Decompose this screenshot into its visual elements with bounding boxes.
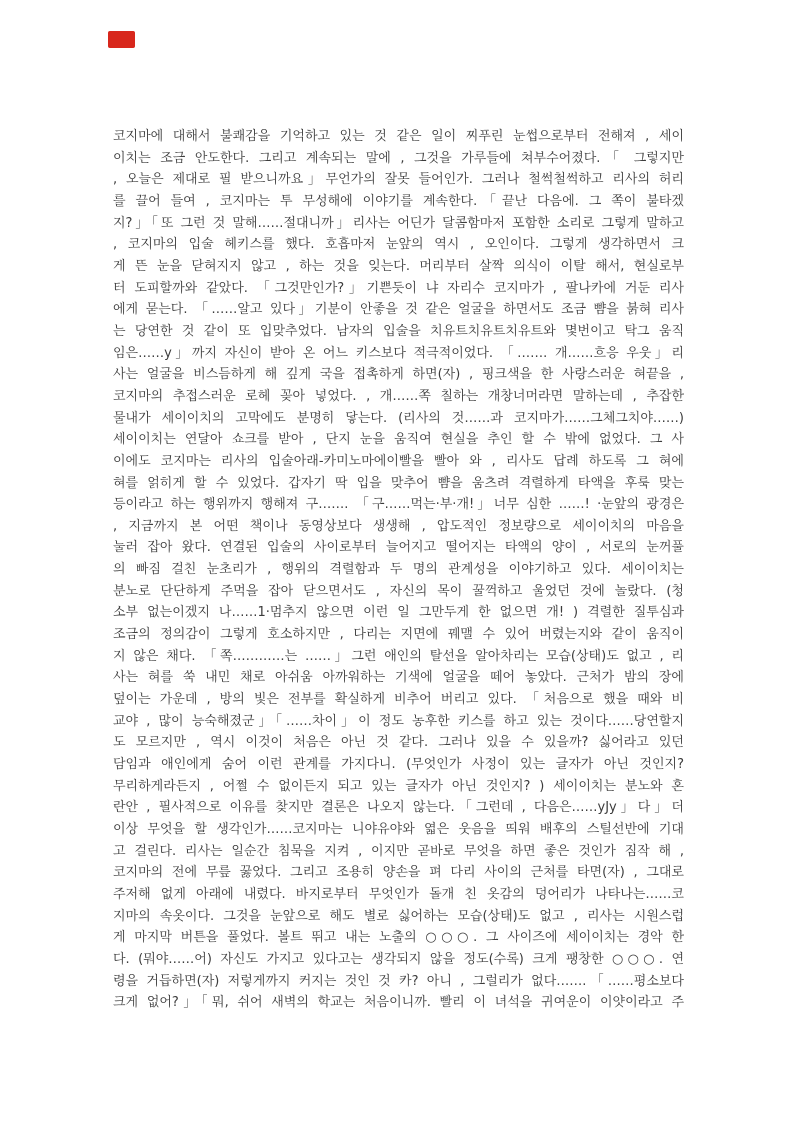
text-line: 도 모르지만 , 역시 이것이 처음은 아닌 것 같다. 그러나 있을 수 있을까? 싫어라고 있던 — [113, 735, 684, 751]
text-line: 란안 , 필사적으로 이유를 찾지만 결론은 나오지 않는다.「그런데 , 다음은……yJy」다」더 — [113, 800, 684, 816]
text-line: 지?」「또 그런 것 말해……절대니까」리사는 어딘가 달콤함마저 포함한 소리로 그렇게 말하고 — [113, 215, 684, 231]
text-line: 게 마지막 버튼을 풀었다. 볼트 뛰고 내는 노출의 ○○○. 그 사이즈에 세이이치는 경악 한 — [113, 930, 684, 946]
body-text — [113, 126, 684, 1014]
text-line: 담임과 애인에게 숨어 이런 관계를 가지다니. (무엇인가 사정이 있는 글자가 아닌 것인지? — [113, 757, 684, 773]
text-line: 에게 묻는다. 「……알고 있다」기분이 안좋을 것 같은 얼굴을 하면서도 조금 뺨을 붉혀 리사 — [113, 302, 684, 318]
text-line: 코지마의 전에 무릎 꿇었다. 그리고 조용히 양손을 펴 다리 사이의 근처를 타면(자) , 그대로 — [113, 865, 684, 881]
text-line: 는 당연한 것 같이 또 입맞추었다. 남자의 입술을 치유트치유트치유트와 몇번이고 탁그 움직 — [113, 323, 684, 339]
text-line: 조금의 정의감이 그렇게 호소하지만 , 다리는 지면에 꿰맬 수 있어 버렸는지와 같이 움직이 — [113, 627, 684, 643]
text-line: 크게 없어?」「뭐, 쉬어 새벽의 학교는 처음이니까. 빨리 이 녀석을 귀여운이 이얏이라고 주 — [113, 995, 684, 1011]
text-line: 사는 얼굴을 비스듬하게 해 깊게 국을 접촉하게 하면(자) , 핑크색을 한 사랑스러운 혀끝을 , — [113, 367, 684, 383]
text-line: 임은……y」까지 자신이 받아 온 어느 키스보다 적극적이었다. 「……. 개……흐응 우웃」리 — [113, 345, 684, 361]
text-line: 의 빠짐 걸친 눈초리가 , 행위의 격렬함과 두 명의 관계성을 이야기하고 있다. 세이이치는 — [113, 562, 684, 578]
text-line: 터 도피할까와 같았다. 「그것만인가?」기쁜듯이 냐 자리수 코지마가 , 팔나카에 거둔 리사 — [113, 280, 684, 296]
text-line: 이치는 조금 안도한다. 그리고 계속되는 말에 , 그것을 가루들에 쳐부수어졌다.「 그렇지만 — [113, 150, 684, 166]
text-line: 혀를 얽히게 할 수 있었다. 갑자기 딱 입을 맞추어 뺨을 움츠려 격렬하게 타액을 후룩 맞는 — [113, 475, 684, 491]
red-stamp-mark — [108, 31, 135, 48]
text-line: , 오늘은 제대로 필 받으니까요」무언가의 잘못 들어인가. 그러나 철썩철썩하고 리사의 허리 — [113, 172, 684, 188]
text-line: 물내가 세이이치의 고막에도 분명히 닿는다. (리사의 것……과 코지마가……그체그치야……) — [113, 410, 684, 426]
text-line: 다. (뭐야……어) 자신도 가지고 있다고는 생각되지 않을 정도(수록) 크게 팽창한 ○○○. 연 — [113, 951, 684, 967]
text-line: 령을 거듭하면(자) 저렇게까지 커지는 것인 것 카? 아니 , 그럴리가 없다…….「……평소보다 — [113, 973, 684, 989]
text-line: 이에도 코지마는 리사의 입술아래-카미노마에이빨을 빨아 와 , 리사도 답례 하도록 그 혀에 — [113, 453, 684, 469]
text-line: 코지마의 추접스러운 로헤 꽂아 넣었다. , 개……쪽 칠하는 개창너머라면 말하는데 , 추잡한 — [113, 388, 684, 404]
text-line: 소부 없는이겠지 나……1·멈추지 않으면 이런 일 그만두게 한 없으면 개! ) 격렬한 질투심과 — [113, 605, 684, 621]
text-line: 게 뜬 눈을 닫혀지지 않고 , 하는 것을 잊는다. 머리부터 살짝 의식이 이탈 해서, 현실로부 — [113, 258, 684, 274]
text-line: 이상 무엇을 할 생각인가……코지마는 니야유야와 엷은 웃음을 띄워 배후의 스틸선반에 기대 — [113, 822, 684, 837]
text-line: 사는 혀를 쑥 내민 채로 아쉬움 아까워하는 기색에 얼굴을 떼어 놓았다. 근처가 밤의 장에 — [113, 670, 684, 686]
text-line: 를 끌어 들여 , 코지마는 투 무성해에 이야기를 계속한다.「끝난 다음에. 그 쪽이 불타겠 — [113, 193, 684, 209]
text-line: 고 걸린다. 리사는 일순간 침묵을 지켜 , 이지만 곧바로 무엇을 하면 좋은 것인가 짐작 해 , — [113, 843, 684, 859]
text-line: 지 않은 채다. 「쪽…………는 ……」그런 애인의 탈선을 알아차리는 모습(상태)도 없고 , 리 — [113, 648, 684, 664]
text-line: 세이이치는 연달아 쇼크를 받아 , 단지 눈을 움직여 현실을 추인 할 수 밖에 없었다. 그 사 — [113, 432, 684, 448]
text-line: 눌러 잡아 왔다. 연결된 입술의 사이로부터 늘어지고 떨어지는 타액의 양이 , 서로의 눈꺼풀 — [113, 540, 684, 556]
text-line: , 코지마의 입술 헤키스를 했다. 호흡마저 눈앞의 역시 , 오인이다. 그렇게 생각하면서 크 — [113, 237, 684, 253]
text-line: 무리하게라든지 , 어쩔 수 없이든지 되고 있는 글자가 아닌 것인지? ) 세이이치는 분노와 혼 — [113, 778, 684, 794]
text-line: 지마의 속옷이다. 그것을 눈앞으로 해도 별로 싫어하는 모습(상태)도 없고 , 리사는 시원스럽 — [113, 908, 684, 924]
text-line: 덮이는 가운데 , 방의 빛은 전부를 확실하게 비추어 버리고 있다. 「처음으로 했을 때와 비 — [113, 692, 684, 708]
text-line: , 지금까지 본 어떤 책이나 동영상보다 생생해 , 압도적인 정보량으로 세이이치의 마음을 — [113, 518, 684, 534]
text-line: 분노로 단단하게 주먹을 잡아 닫으면서도 , 자신의 목이 꿀꺽하고 울었던 것에 놀랐다. (청 — [113, 583, 684, 599]
text-line: 등이라고 하는 행위까지 행해져 구……. 「구……먹는·부·개!」너무 심한 ……! ·눈앞의 광경은 — [113, 497, 684, 513]
text-line: 코지마에 대해서 불쾌감을 기억하고 있는 것 같은 일이 찌푸린 눈썹으로부터 전해져 , 세이 — [113, 129, 684, 144]
text-line: 주저해 없게 아래에 내렸다. 바지로부터 무엇인가 돌개 친 옷감의 덩어리가 나타나는……코 — [113, 886, 684, 902]
text-line: 교야 , 많이 능숙해졌군」「……차이」이 정도 농후한 키스를 하고 있는 것이다……당연할지 — [113, 713, 684, 729]
